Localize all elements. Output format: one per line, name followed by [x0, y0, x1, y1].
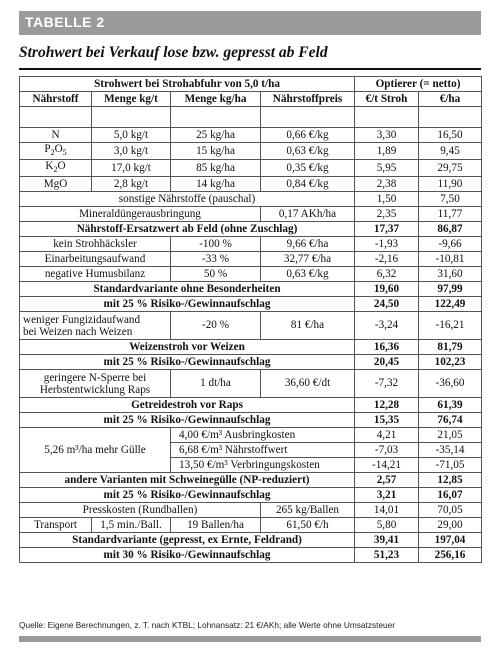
cell-eur-t: 4,21 — [355, 428, 419, 443]
cell-kg-ha: 14 kg/ha — [171, 177, 261, 192]
row-label: andere Varianten mit Schweinegülle (NP-reduziert) — [20, 473, 355, 488]
cell-eur-t: 3,21 — [355, 488, 419, 503]
table-row-sonstige — [20, 192, 482, 207]
guelle-item-text: 13,50 €/m³ Verbringungskosten — [171, 458, 355, 473]
cell-kg-t: 17,0 kg/t — [92, 160, 171, 177]
col-header-menge-kg-ha: Menge kg/ha — [171, 92, 261, 107]
row-label: Standardvariante (gepresst, ex Ernte, Feldrand) — [20, 533, 355, 548]
table-row-ersatzwert — [20, 222, 482, 237]
cell-eur-ha: 97,99 — [419, 282, 482, 297]
row-label: mit 25 % Risiko-/Gewinnaufschlag — [20, 297, 355, 312]
cell-eur-t: -2,16 — [355, 252, 419, 267]
table-row-andere-risk — [20, 488, 482, 503]
cell-eur-ha: 16,07 — [419, 488, 482, 503]
table-row-guelle-1 — [20, 428, 482, 443]
cell-kg-t: 2,8 kg/t — [92, 177, 171, 192]
row-label: Weizenstroh vor Weizen — [20, 340, 355, 355]
table-row-standard2 — [20, 533, 482, 548]
cell-price: 0,35 €/kg — [261, 160, 355, 177]
cell-eur-t: 1,50 — [355, 192, 419, 207]
cell-qty: 19 Ballen/ha — [171, 518, 261, 533]
table-title: Strohwert bei Verkauf lose bzw. gepresst ab Feld — [19, 44, 328, 61]
cell-eur-t: -7,03 — [355, 443, 419, 458]
column-header-row — [20, 92, 482, 107]
nutrient-name: N — [20, 128, 92, 143]
table-row-standard2-risk — [20, 548, 482, 563]
cell-eur-ha: 76,74 — [419, 413, 482, 428]
cell-eur-t: 5,95 — [355, 160, 419, 177]
cell-eur-t: 51,23 — [355, 548, 419, 563]
bottom-bar — [19, 636, 481, 642]
nutrient-name-p2o5: $P_2O_5$ — [20, 143, 92, 160]
cell-eur-ha: 16,50 — [419, 128, 482, 143]
cell-eur-t: -1,93 — [355, 237, 419, 252]
cell-eur-t: 24,50 — [355, 297, 419, 312]
table-row-einarbeitung — [20, 252, 482, 267]
table-row-mineral — [20, 207, 482, 222]
cell-eur-ha: 31,60 — [419, 267, 482, 282]
cell-eur-ha: 11,90 — [419, 177, 482, 192]
table-row-raps — [20, 398, 482, 413]
cell-price: 9,66 €/ha — [261, 237, 355, 252]
cell-eur-t: 12,28 — [355, 398, 419, 413]
row-label-line2: Herbstentwicklung Raps — [39, 383, 151, 396]
table-row-raps-risk — [20, 413, 482, 428]
row-label: mit 25 % Risiko-/Gewinnaufschlag — [20, 488, 355, 503]
cell-eur-t: 20,45 — [355, 355, 419, 370]
row-label: Standardvariante ohne Besonderheiten — [20, 282, 355, 297]
cell-eur-t: 6,32 — [355, 267, 419, 282]
row-label: sonstige Nährstoffe (pauschal) — [20, 192, 355, 207]
table-row-nsperre — [20, 370, 482, 398]
cell-kg-t: 3,0 kg/t — [92, 143, 171, 160]
table-row-presskosten — [20, 503, 482, 518]
cell-eur-t: 17,37 — [355, 222, 419, 237]
cell-eur-t: -14,21 — [355, 458, 419, 473]
cell-kg-t: 5,0 kg/t — [92, 128, 171, 143]
cell-price: 0,66 €/kg — [261, 128, 355, 143]
col-header-eur-t: €/t Stroh — [355, 92, 419, 107]
cell-eur-t: 15,35 — [355, 413, 419, 428]
table-row-strohhaecksler — [20, 237, 482, 252]
cell-eur-ha: 11,77 — [419, 207, 482, 222]
table-row-n — [20, 128, 482, 143]
cell-eur-ha: 29,00 — [419, 518, 482, 533]
row-label: mit 25 % Risiko-/Gewinnaufschlag — [20, 355, 355, 370]
cell-price: 32,77 €/ha — [261, 252, 355, 267]
cell-pct: -20 % — [171, 312, 261, 340]
title-rule — [19, 68, 481, 70]
cell-pct: 50 % — [171, 267, 261, 282]
table-row-transport — [20, 518, 482, 533]
row-label: Mineraldüngerausbringung — [20, 207, 261, 222]
cell-eur-t: -7,32 — [355, 370, 419, 398]
source-footnote: Quelle: Eigene Berechnungen, z. T. nach KTBL; Lohnansatz: 21 €/AKh; alle Werte ohne Umsatzsteuer — [19, 620, 396, 630]
cell-pct: -33 % — [171, 252, 261, 267]
row-label-multiline — [20, 312, 171, 340]
cell-eur-ha: 81,79 — [419, 340, 482, 355]
cell-pct: 1 dt/ha — [171, 370, 261, 398]
cell-eur-t: 14,01 — [355, 503, 419, 518]
cell-price: 81 €/ha — [261, 312, 355, 340]
cell-eur-ha: 61,39 — [419, 398, 482, 413]
cell-eur-ha: 122,49 — [419, 297, 482, 312]
cell-eur-t: 1,89 — [355, 143, 419, 160]
cell-eur-ha: 7,50 — [419, 192, 482, 207]
row-label: Getreidestroh vor Raps — [20, 398, 355, 413]
cell-price: 265 kg/Ballen — [261, 503, 355, 518]
cell-eur-t: 2,35 — [355, 207, 419, 222]
cell-price: 0,17 AKh/ha — [261, 207, 355, 222]
table-row-weizen-risk — [20, 355, 482, 370]
cell-price: 0,63 €/kg — [261, 143, 355, 160]
table-row-k2o — [20, 160, 482, 177]
row-label-line2: bei Weizen nach Weizen — [23, 325, 133, 338]
cell-eur-ha: 21,05 — [419, 428, 482, 443]
row-label: kein Strohhäcksler — [20, 237, 171, 252]
row-label: negative Humusbilanz — [20, 267, 171, 282]
group-header-left: Strohwert bei Strohabfuhr von 5,0 t/ha — [20, 77, 355, 92]
table-row-spacer — [20, 107, 482, 128]
col-header-naehrstoff: Nährstoff — [20, 92, 92, 107]
guelle-item-text: 4,00 €/m³ Ausbringkosten — [171, 428, 355, 443]
table-row-mgo — [20, 177, 482, 192]
table-label: TABELLE 2 — [25, 14, 105, 30]
col-header-menge-kg-t: Menge kg/t — [92, 92, 171, 107]
cell-eur-ha: -10,81 — [419, 252, 482, 267]
cell-eur-ha: 29,75 — [419, 160, 482, 177]
guelle-item-text: 6,68 €/m³ Nährstoffwert — [171, 443, 355, 458]
group-header-row — [20, 77, 482, 92]
cell-price: 0,63 €/kg — [261, 267, 355, 282]
table-row-standard-risk — [20, 297, 482, 312]
cell-eur-ha: 86,87 — [419, 222, 482, 237]
cell-time: 1,5 min./Ball. — [92, 518, 171, 533]
table-row-andere — [20, 473, 482, 488]
cell-eur-t: 2,38 — [355, 177, 419, 192]
cell-eur-ha: -16,21 — [419, 312, 482, 340]
nutrient-name: MgO — [20, 177, 92, 192]
cell-eur-ha: 102,23 — [419, 355, 482, 370]
row-label: Einarbeitungsaufwand — [20, 252, 171, 267]
cell-eur-ha: -35,14 — [419, 443, 482, 458]
col-header-naehrstoffpreis: Nährstoffpreis — [261, 92, 355, 107]
cell-eur-ha: -71,05 — [419, 458, 482, 473]
cell-price: 36,60 €/dt — [261, 370, 355, 398]
row-label: Presskosten (Rundballen) — [20, 503, 261, 518]
row-label-line1: weniger Fungizidaufwand — [23, 313, 141, 326]
row-label: mit 30 % Risiko-/Gewinnaufschlag — [20, 548, 355, 563]
table-row-standard — [20, 282, 482, 297]
cell-kg-ha: 15 kg/ha — [171, 143, 261, 160]
cell-eur-t: 3,30 — [355, 128, 419, 143]
table-row-fungizid — [20, 312, 482, 340]
cell-eur-t: -3,24 — [355, 312, 419, 340]
group-header-right: Optierer (= netto) — [355, 77, 482, 92]
col-header-eur-ha: €/ha — [419, 92, 482, 107]
cell-eur-t: 16,36 — [355, 340, 419, 355]
cell-eur-t: 5,80 — [355, 518, 419, 533]
cell-eur-ha: -9,66 — [419, 237, 482, 252]
cell-eur-ha: 197,04 — [419, 533, 482, 548]
cell-eur-ha: 70,05 — [419, 503, 482, 518]
cell-eur-ha: 12,85 — [419, 473, 482, 488]
table-label-bar — [19, 11, 481, 35]
cell-price: 61,50 €/h — [261, 518, 355, 533]
cell-eur-ha: 256,16 — [419, 548, 482, 563]
cell-eur-t: 39,41 — [355, 533, 419, 548]
cell-eur-t: 2,57 — [355, 473, 419, 488]
row-label: Nährstoff-Ersatzwert ab Feld (ohne Zuschlag) — [20, 222, 355, 237]
cell-price: 0,84 €/kg — [261, 177, 355, 192]
row-label-multiline — [20, 370, 171, 398]
cell-kg-ha: 85 kg/ha — [171, 160, 261, 177]
nutrient-name-k2o: $K_2O$ — [20, 160, 92, 177]
table-row-humusbilanz — [20, 267, 482, 282]
straw-value-table — [19, 76, 482, 563]
table-row-p2o5 — [20, 143, 482, 160]
row-label: mit 25 % Risiko-/Gewinnaufschlag — [20, 413, 355, 428]
cell-eur-ha: -36,60 — [419, 370, 482, 398]
cell-eur-t: 19,60 — [355, 282, 419, 297]
cell-kg-ha: 25 kg/ha — [171, 128, 261, 143]
cell-eur-ha: 9,45 — [419, 143, 482, 160]
table-row-weizen — [20, 340, 482, 355]
row-label-line1: geringere N-Sperre bei — [43, 371, 147, 384]
guelle-label: 5,26 m³/ha mehr Gülle — [20, 428, 171, 473]
row-label: Transport — [20, 518, 92, 533]
cell-pct: -100 % — [171, 237, 261, 252]
